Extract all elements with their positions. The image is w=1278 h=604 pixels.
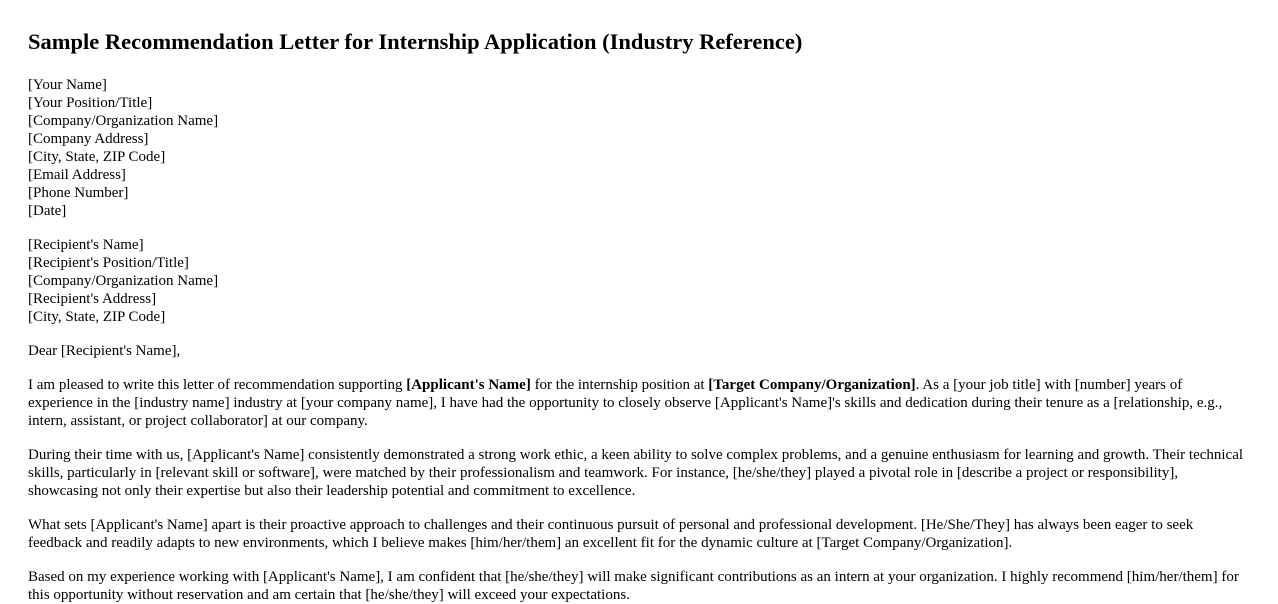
recipient-address: [Recipient's Address]	[28, 291, 157, 307]
sender-city-state-zip: [City, State, ZIP Code]	[28, 149, 166, 165]
applicant-name-bold: [Applicant's Name]	[406, 377, 531, 393]
sender-position: [Your Position/Title]	[28, 95, 153, 111]
sender-company-address: [Company Address]	[28, 131, 149, 147]
recipient-position: [Recipient's Position/Title]	[28, 255, 189, 271]
sender-phone: [Phone Number]	[28, 185, 129, 201]
sender-address-block	[28, 76, 1250, 220]
sender-date: [Date]	[28, 203, 67, 219]
paragraph-recommendation: Based on my experience working with [Applicant's Name], I am confident that [he/she/they] will make significant contributions as an intern at your organization. I highly recommend [him/her/them] for this opportunity without reservation and am certain that [he/she/they] will exceed your expectations.	[28, 569, 1239, 603]
sender-email: [Email Address]	[28, 167, 126, 183]
sender-name: [Your Name]	[28, 77, 107, 93]
paragraph-intro-part1: I am pleased to write this letter of recommendation supporting	[28, 377, 407, 393]
sender-company: [Company/Organization Name]	[28, 113, 219, 129]
paragraph-intro-part3: . As a [your job title] with [number] years of experience in the [industry name] industry at [your company name], I have had the opportunity to closely observe [Applicant's Name]'s skills and dedication during their tenure as a [relationship, e.g., intern, assistant, or project collaborator] at our company.	[28, 377, 1223, 429]
paragraph-experience: During their time with us, [Applicant's Name] consistently demonstrated a strong work ethic, a keen ability to solve complex problems, and a genuine enthusiasm for learning and growth. Their technical skills, particularly in [relevant skill or software], were matched by their professionalism and teamwork. For instance, [he/she/they] played a pivotal role in [describe a project or responsibility], showcasing not only their expertise but also their leadership potential and commitment to excellence.	[28, 447, 1244, 499]
paragraph-qualities: What sets [Applicant's Name] apart is their proactive approach to challenges and their continuous pursuit of personal and professional development. [He/She/They] has always been eager to seek feedback and readily adapts to new environments, which I believe makes [him/her/them] an excellent fit for the dynamic culture at [Target Company/Organization].	[28, 517, 1194, 551]
recipient-city-state-zip: [City, State, ZIP Code]	[28, 309, 166, 325]
recipient-company: [Company/Organization Name]	[28, 273, 219, 289]
paragraph-intro	[28, 376, 1250, 430]
salutation: Dear [Recipient's Name],	[28, 343, 181, 359]
page-title: Sample Recommendation Letter for Internship Application (Industry Reference)	[28, 29, 803, 54]
paragraph-intro-part2: for the internship position at	[530, 377, 709, 393]
target-company-bold: [Target Company/Organization]	[708, 377, 916, 393]
recipient-name: [Recipient's Name]	[28, 237, 144, 253]
recipient-address-block	[28, 236, 1250, 326]
